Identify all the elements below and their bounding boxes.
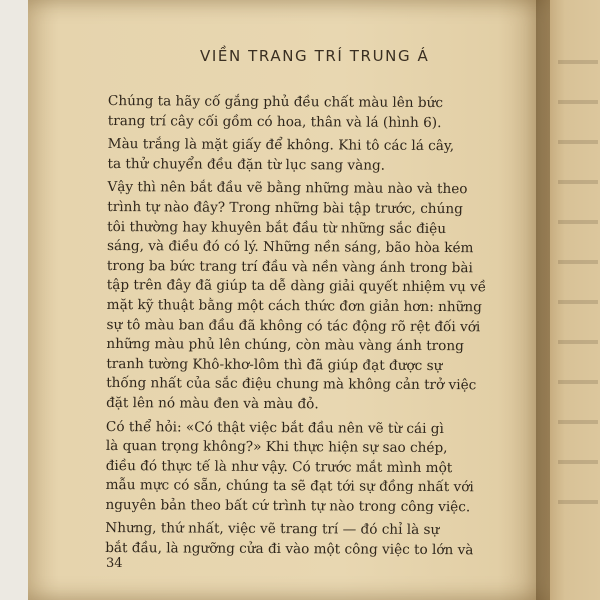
text-line: Chúng ta hãy cố gắng phủ đều chất màu lên bức (107, 92, 444, 112)
next-page-text-trace (558, 140, 598, 144)
paragraph (106, 178, 531, 416)
text-line: Có thể hỏi: «Có thật việc bắt đầu nên vẽ từ cái gì (105, 418, 444, 437)
body-text (105, 92, 532, 561)
next-page-text-trace (558, 500, 598, 504)
text-line: sáng, và điều đó có lý. Những nền sáng, bão hòa kém (107, 238, 474, 257)
text-line: Nhưng, thứ nhất, việc vẽ trang trí — đó chỉ là sự (105, 520, 440, 539)
next-page-text-trace (558, 380, 598, 384)
next-page-text-trace (558, 300, 598, 304)
text-line: điều đó thực tế là như vậy. Có trước mắt mình một (105, 457, 453, 476)
next-page-text-trace (558, 220, 598, 224)
paragraph (108, 92, 532, 134)
paragraph (107, 135, 531, 177)
text-line: tôi thường hay khuyên bắt đầu từ những sắc điệu (107, 218, 447, 237)
text-line: là quan trọng không?» Khi thực hiện sự sao chép, (105, 438, 448, 457)
text-line: thống nhất của sắc điệu chung mà không cản trở việc (106, 375, 477, 394)
next-page-text-trace (558, 180, 598, 184)
next-page-text-trace (558, 100, 598, 104)
text-line: bắt đầu, là ngưỡng cửa đi vào một công việc to lớn và (105, 540, 474, 559)
text-line: những màu phủ lên chúng, còn màu vàng ánh trong (106, 336, 464, 355)
next-page-text-trace (558, 340, 598, 344)
paragraph (105, 519, 529, 561)
text-line: Màu trắng là mặt giấy để không. Khi tô các lá cây, (107, 136, 455, 155)
text-line: trang trí cây cối gồm có hoa, thân và lá (hình 6). (107, 112, 442, 131)
page-number: 34 (106, 556, 123, 571)
text-line: Vậy thì nên bắt đầu vẽ bằng những màu nào và theo (107, 179, 468, 198)
text-line: trình tự nào đây? Trong những bài tập trước, chúng (107, 198, 463, 218)
text-line: mặt kỹ thuật bằng một cách thức đơn giản hơn: những (106, 296, 482, 316)
text-line: tranh tường Khô-khơ-lôm thì đã giúp đạt được sự (106, 355, 443, 374)
running-header: VIỀN TRANG TRÍ TRUNG Á (200, 47, 430, 65)
text-line: sự tô màu ban đầu đã không có tác động rõ rệt đối với (106, 316, 481, 335)
next-page-text-trace (558, 60, 598, 64)
paragraph (105, 417, 530, 518)
text-line: trong ba bức trang trí đầu và nền vàng ánh trong bài (106, 257, 473, 276)
text-line: nguyên bản theo bất cứ trình tự nào trong công việc. (105, 496, 471, 516)
next-page-text-trace (558, 260, 598, 264)
text-line: ta thử chuyển đều đặn từ lục sang vàng. (107, 155, 386, 174)
next-page-edge (550, 0, 600, 600)
next-page-text-trace (558, 460, 598, 464)
text-line: mẫu mực có sẵn, chúng ta sẽ đạt tới sự đồng nhất với (105, 477, 474, 496)
text-line: đặt lên nó màu đen và màu đỏ. (106, 394, 319, 413)
next-page-text-trace (558, 420, 598, 424)
text-line: tập trên đây đã giúp ta dễ dàng giải quyết nhiệm vụ về (106, 277, 487, 296)
